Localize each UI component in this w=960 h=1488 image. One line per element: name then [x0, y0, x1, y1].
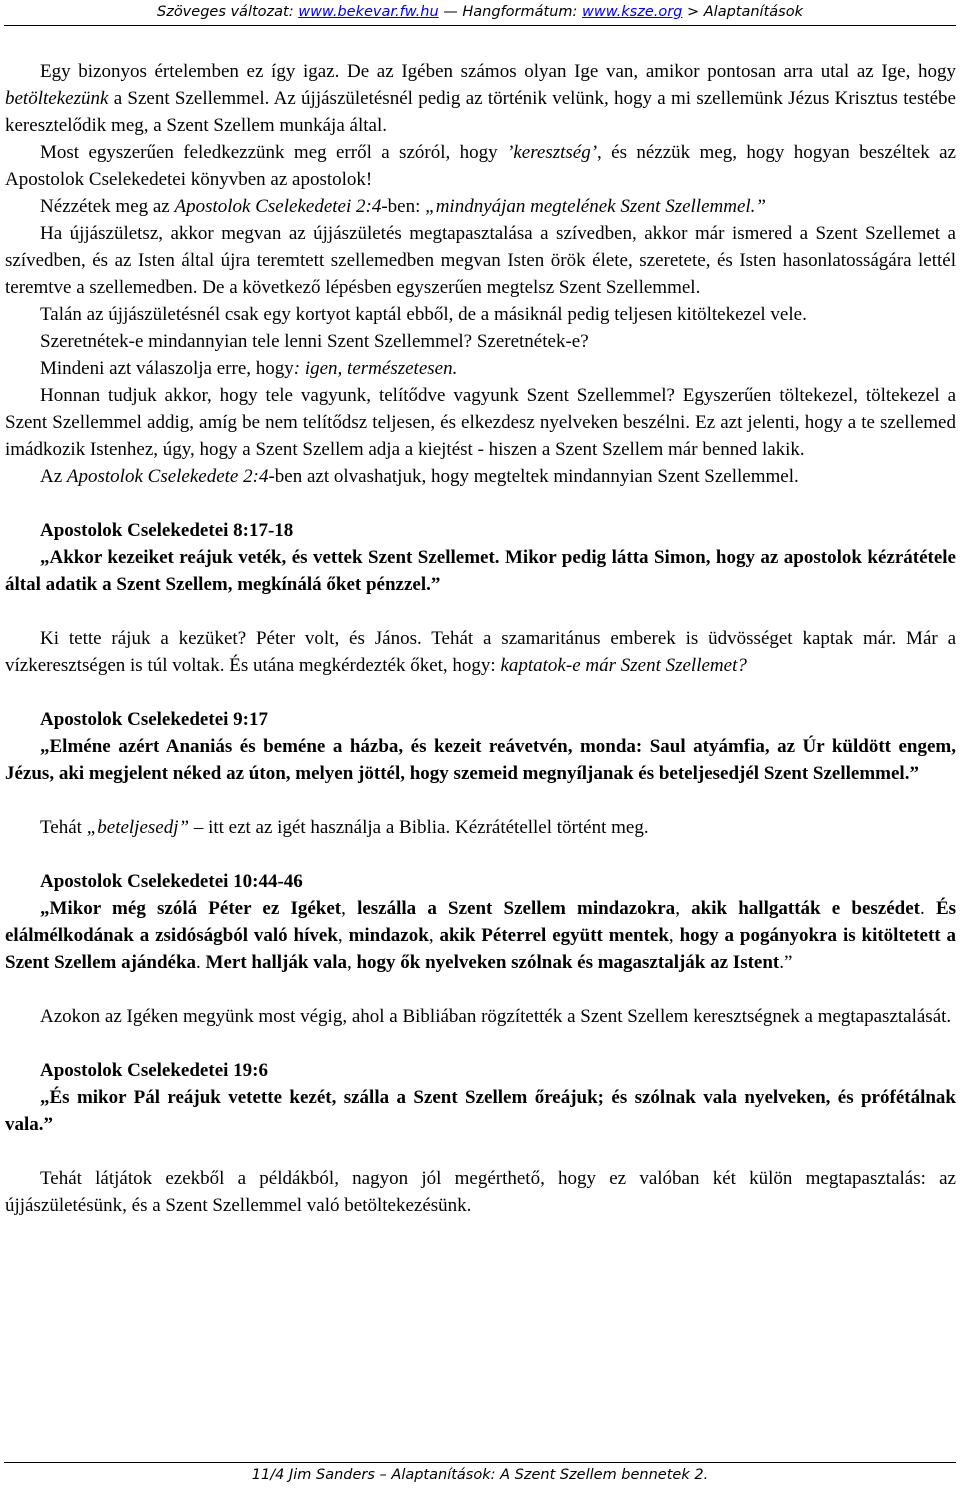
document-body [5, 58, 956, 1219]
header-prefix: Szöveges változat: [157, 4, 299, 20]
section-title: Apostolok Cselekedetei 19:6 [40, 1060, 268, 1081]
paragraph: Most egyszerűen feledkezzünk meg erről a szóról, hogy ’keresztség’, és nézzük meg, hogy hogyan beszéltek az Apostolok Cselekedetei könyvben az apostolok! [5, 142, 956, 190]
paragraph: Nézzétek meg az Apostolok Cselekedetei 2:4-ben: „mindnyájan megtelének Szent Szellemmel.” [40, 196, 766, 217]
spacer [5, 787, 956, 814]
header-middle: — Hangformátum: [438, 4, 582, 20]
spacer [5, 490, 956, 517]
spacer [5, 598, 956, 625]
paragraph: Honnan tudjuk akkor, hogy tele vagyunk, telítődve vagyunk Szent Szellemmel? Egyszerűen töltekezel, töltekezel a Szent Szellemmel addig, amíg be nem telítődsz teljesen, és elkezdesz nyelveken beszélni. Ez azt jelenti, hogy a te szellemed imádkozik Istenhez, úgy, hogy a Szent Szellem adja a kiejtést - hiszen a Szent Szellem már benned lakik. [5, 385, 956, 460]
paragraph: Ha újjászületsz, akkor megvan az újjászületés megtapasztalása a szívedben, akkor már ismered a Szent Szellemet a szívedben, és az Isten által újra teremtett szellemedben megvan Isten örök élete, szeretete, és Isten hasonlatosságára lettél teremtve a szellemedben. De a következő lépésben egyszerűen megtelsz Szent Szellemmel. [5, 223, 956, 298]
paragraph: Mindeni azt válaszolja erre, hogy: igen, természetesen. [40, 358, 458, 379]
header-suffix: > Alaptanítások [682, 4, 803, 20]
section-title: Apostolok Cselekedetei 10:44-46 [40, 871, 303, 892]
bekevar-link[interactable]: www.bekevar.fw.hu [298, 4, 439, 20]
paragraph: Ki tette rájuk a kezüket? Péter volt, és János. Tehát a szamaritánus emberek is üdvösséget kaptak már. Már a vízkeresztségen is túl voltak. És utána megkérdezték őket, hogy: kaptatok-e már Szent Szellemet? [5, 628, 956, 676]
header-rule [4, 25, 956, 26]
scripture-quote: „Akkor kezeiket reájuk veték, és vettek Szent Szellemet. Mikor pedig látta Simon, hogy az apostolok kézrátétele által adatik a Szent Szellem, megkínálá őket pénzzel.” [5, 547, 956, 595]
paragraph: Tehát „beteljesedj” – itt ezt az igét használja a Biblia. Kézrátétellel történt meg. [40, 817, 649, 838]
page-footer [0, 1462, 960, 1488]
spacer [5, 976, 956, 1003]
spacer [5, 1030, 956, 1057]
scripture-quote: „Elméne azért Ananiás és beméne a házba, és kezeit reávetvén, monda: Saul atyámfia, az Úr küldött engem, Jézus, aki megjelent néked az úton, melyen jöttél, hogy szemeid megnyíljanak és beteljesedjél Szent Szellemmel.” [5, 736, 956, 784]
paragraph: Egy bizonyos értelemben ez így igaz. De az Igében számos olyan Ige van, amikor pontosan arra utal az Ige, hogy betöltekezünk a Szent Szellemmel. Az újjászületésnél pedig az történik velünk, hogy a mi szellemünk Jézus Krisztus testébe keresztelődik meg, a Szent Szellem munkája által. [5, 61, 956, 136]
page-header [0, 0, 960, 26]
scripture-quote: „És mikor Pál reájuk vetette kezét, szálla a Szent Szellem őreájuk; és szólnak vala nyelveken, és prófétálnak vala.” [5, 1087, 956, 1135]
paragraph: Azokon az Igéken megyünk most végig, ahol a Bibliában rögzítették a Szent Szellem keresztségnek a megtapasztalását. [40, 1006, 952, 1027]
paragraph: Szeretnétek-e mindannyian tele lenni Szent Szellemmel? Szeretnétek-e? [40, 331, 589, 352]
paragraph: Talán az újjászületésnél csak egy kortyot kaptál ebből, de a másiknál pedig teljesen kitöltekezel vele. [40, 304, 807, 325]
scripture-quote: „Mikor még szólá Péter ez Igéket, leszálla a Szent Szellem mindazokra, akik hallgatták e beszédet. És elálmélkodának a zsidóságból való hívek, mindazok, akik Péterrel együtt mentek, hogy a pogányokra is kitöltetett a Szent Szellem ajándéka. Mert hallják vala, hogy ők nyelveken szólnak és magasztalják az Istent.” [5, 898, 957, 973]
spacer [5, 841, 956, 868]
spacer [5, 679, 956, 706]
paragraph: Az Apostolok Cselekedete 2:4-ben azt olvashatjuk, hogy megteltek mindannyian Szent Szellemmel. [40, 466, 799, 487]
section-title: Apostolok Cselekedetei 8:17-18 [40, 520, 294, 541]
paragraph: Tehát látjátok ezekből a példákból, nagyon jól megérthető, hogy ez valóban két külön megtapasztalás: az újjászületésünk, és a Szent Szellemmel való betöltekezésünk. [5, 1168, 956, 1216]
section-title: Apostolok Cselekedetei 9:17 [40, 709, 268, 730]
footer-text: 11/4 Jim Sanders – Alaptanítások: A Szent Szellem bennetek 2. [251, 1467, 709, 1483]
footer-rule [4, 1462, 956, 1463]
ksze-link[interactable]: www.ksze.org [582, 4, 683, 20]
spacer [5, 1138, 956, 1165]
